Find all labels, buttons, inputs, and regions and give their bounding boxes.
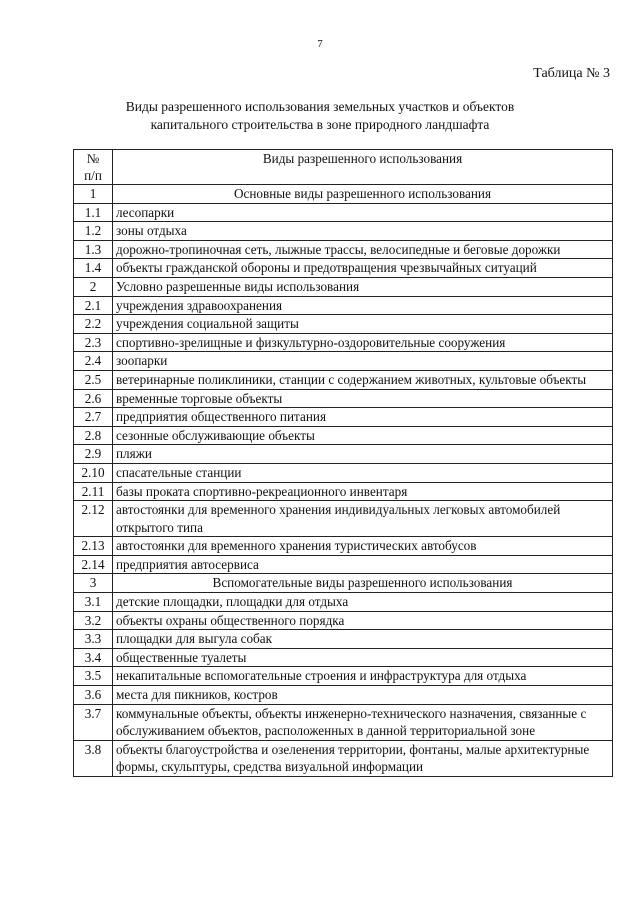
use-kind: пляжи <box>113 445 613 464</box>
use-kind: дорожно-тропиночная сеть, лыжные трассы, велосипедные и беговые дорожки <box>113 240 613 259</box>
use-kind: учреждения здравоохранения <box>113 296 613 315</box>
use-kind: зоны отдыха <box>113 222 613 241</box>
section-heading: Основные виды разрешенного использования <box>113 185 613 204</box>
row-number: 3.4 <box>74 648 113 667</box>
table-row <box>74 389 613 408</box>
use-kind: сезонные обслуживающие объекты <box>113 426 613 445</box>
use-kind: учреждения социальной защиты <box>113 315 613 334</box>
row-number: 2.9 <box>74 445 113 464</box>
table-row <box>74 445 613 464</box>
use-kind: места для пикников, костров <box>113 686 613 705</box>
row-number: 2.6 <box>74 389 113 408</box>
use-kind: некапитальные вспомогательные строения и инфраструктура для отдыха <box>113 667 613 686</box>
use-kind: спортивно-зрелищные и физкультурно-оздоровительные сооружения <box>113 333 613 352</box>
use-kind: базы проката спортивно-рекреационного инвентаря <box>113 482 613 501</box>
use-kind: общественные туалеты <box>113 648 613 667</box>
table-section-row <box>74 185 613 204</box>
table-row <box>74 222 613 241</box>
row-number: 2.12 <box>74 501 113 537</box>
row-number: 2.13 <box>74 537 113 556</box>
row-number: 1 <box>74 185 113 204</box>
use-kind: детские площадки, площадки для отдыха <box>113 593 613 612</box>
row-number: 3 <box>74 574 113 593</box>
table-label: Таблица № 3 <box>533 66 610 81</box>
table-row <box>74 482 613 501</box>
row-number: 3.7 <box>74 704 113 740</box>
number-header-line-2: п/п <box>84 168 102 183</box>
row-number: 1.3 <box>74 240 113 259</box>
row-number: 2.3 <box>74 333 113 352</box>
use-kind: лесопарки <box>113 203 613 222</box>
title-line-2: капитального строительства в зоне природного ландшафта <box>150 117 490 132</box>
row-number: 1.1 <box>74 203 113 222</box>
row-number: 2.4 <box>74 352 113 371</box>
table-row <box>74 463 613 482</box>
number-header-line-1: № <box>86 151 100 166</box>
table-section-row <box>74 574 613 593</box>
row-number: 3.3 <box>74 630 113 649</box>
table-row <box>74 240 613 259</box>
table-section-row <box>74 277 613 296</box>
section-heading: Условно разрешенные виды использования <box>113 277 613 296</box>
use-kind: спасательные станции <box>113 463 613 482</box>
title-line-1: Виды разрешенного использования земельных участков и объектов <box>125 99 515 114</box>
document-title <box>40 98 600 134</box>
use-kind: автостоянки для временного хранения индивидуальных легковых автомобилей открытого типа <box>113 501 613 537</box>
use-kind: коммунальные объекты, объекты инженерно-технического назначения, связанные с обслуживанием объектов, расположенных в данной территориальной зоне <box>113 704 613 740</box>
row-number: 1.2 <box>74 222 113 241</box>
table-row <box>74 370 613 389</box>
table-row <box>74 296 613 315</box>
row-number: 3.6 <box>74 686 113 705</box>
table-row <box>74 203 613 222</box>
use-kind: ветеринарные поликлиники, станции с содержанием животных, культовые объекты <box>113 370 613 389</box>
table-row <box>74 686 613 705</box>
row-number: 2.1 <box>74 296 113 315</box>
table-row <box>74 555 613 574</box>
page-number: 7 <box>317 38 323 50</box>
table-row <box>74 704 613 740</box>
row-number: 2 <box>74 277 113 296</box>
kinds-column-header: Виды разрешенного использования <box>113 150 613 185</box>
section-heading: Вспомогательные виды разрешенного использования <box>113 574 613 593</box>
row-number: 2.14 <box>74 555 113 574</box>
number-column-header <box>74 150 113 185</box>
table-row <box>74 537 613 556</box>
use-kind: объекты гражданской обороны и предотвращения чрезвычайных ситуаций <box>113 259 613 278</box>
table-row <box>74 593 613 612</box>
row-number: 3.5 <box>74 667 113 686</box>
row-number: 3.1 <box>74 593 113 612</box>
use-kind: зоопарки <box>113 352 613 371</box>
row-number: 2.7 <box>74 408 113 427</box>
permitted-use-table <box>73 149 613 777</box>
table-body <box>74 185 613 777</box>
table-row <box>74 315 613 334</box>
table-row <box>74 259 613 278</box>
table-row <box>74 408 613 427</box>
row-number: 3.2 <box>74 611 113 630</box>
table-row <box>74 740 613 776</box>
row-number: 2.5 <box>74 370 113 389</box>
table-row <box>74 667 613 686</box>
use-kind: временные торговые объекты <box>113 389 613 408</box>
table-row <box>74 630 613 649</box>
row-number: 2.11 <box>74 482 113 501</box>
table-row <box>74 501 613 537</box>
row-number: 2.8 <box>74 426 113 445</box>
use-kind: предприятия общественного питания <box>113 408 613 427</box>
table-row <box>74 352 613 371</box>
use-kind: площадки для выгула собак <box>113 630 613 649</box>
table-row <box>74 648 613 667</box>
row-number: 1.4 <box>74 259 113 278</box>
row-number: 2.2 <box>74 315 113 334</box>
use-kind: объекты благоустройства и озеленения территории, фонтаны, малые архитектурные формы, скульптуры, средства визуальной информации <box>113 740 613 776</box>
use-kind: предприятия автосервиса <box>113 555 613 574</box>
use-kind: автостоянки для временного хранения туристических автобусов <box>113 537 613 556</box>
row-number: 2.10 <box>74 463 113 482</box>
table-header-row <box>74 150 613 185</box>
table-row <box>74 333 613 352</box>
table-row <box>74 426 613 445</box>
table-row <box>74 611 613 630</box>
row-number: 3.8 <box>74 740 113 776</box>
use-kind: объекты охраны общественного порядка <box>113 611 613 630</box>
